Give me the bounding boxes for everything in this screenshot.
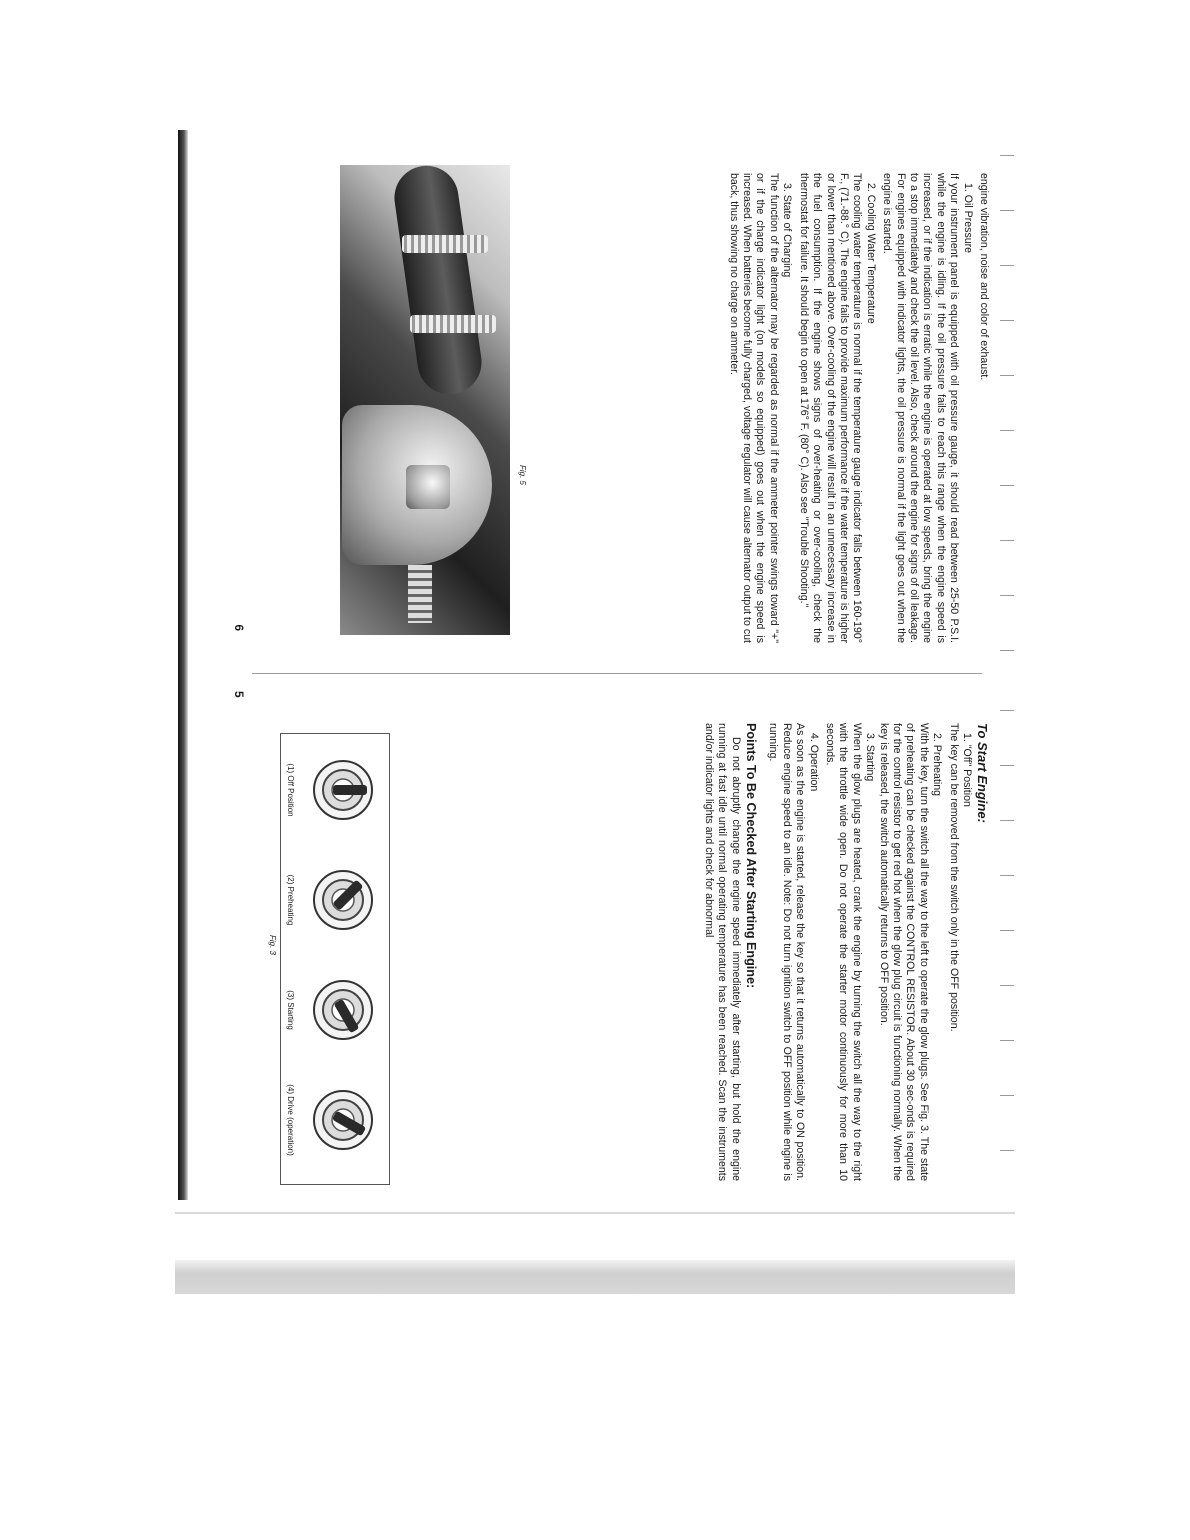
margin-tick [1000, 1095, 1014, 1096]
margin-tick [1000, 430, 1014, 431]
operation-heading: 4. Operation [807, 733, 820, 792]
margin-tick [1000, 985, 1014, 986]
manual-spread [230, 145, 990, 1185]
margin-tick [1000, 765, 1014, 766]
scan-grey-band [175, 1260, 1015, 1294]
margin-tick [1000, 595, 1014, 596]
sensor-nut-shape [406, 465, 450, 509]
switch-off-position [286, 758, 375, 822]
hose-clamp-icon [410, 315, 496, 333]
page-number-6: 6 [232, 624, 246, 631]
margin-tick [1000, 375, 1014, 376]
ignition-switch-icon [311, 978, 375, 1042]
page-5 [230, 685, 990, 1185]
switch-label: (4) Drive (operation) [286, 1084, 295, 1156]
fig-5-photo [340, 165, 510, 635]
fig-5-caption: Fig. 5 [518, 465, 527, 486]
page-6-column [726, 173, 990, 643]
sensor-thread-shape [408, 565, 432, 623]
page-5-column [702, 723, 990, 1181]
starting-text: When the glow plugs are heated, crank the engine by turning the switch all the way to the right with the throttle wide open. Do not operate the starter motor continuously for more than 10 seconds. [823, 723, 863, 1181]
off-position-heading: 1. "Off" Position [961, 733, 973, 807]
margin-tick [1000, 930, 1014, 931]
oil-pressure-heading: 1. Oil Pressure [961, 183, 974, 254]
margin-tick [1000, 485, 1014, 486]
charging-heading: 3. State of Charging [781, 183, 794, 278]
preheating-heading: 2. Preheating [931, 733, 944, 797]
switch-starting [286, 978, 375, 1042]
cooling-water-text: The cooling water temperature is normal if the temperature gauge indicator falls between 160-190° F., (71.-88.° C). The engine fails to provide maximum performance if the water temperature is higher or lower than mentioned above. Over-cooling of the engine will result in an unnecessary increase in the fuel consumption. If the engine shows signs of over-heating or over-cooling, check the thermostat for failure. It should begin to open at 176° F. (80° C). Also see "Trouble Shooting." [797, 173, 864, 643]
margin-tick [1000, 540, 1014, 541]
charging-text: The function of the alternator may be regarded as normal if the ammeter pointer swings toward "+" or if the charge indicator light (on models so equipped) goes out when the engine speed is increased. When batteries become fully charged, voltage regulator will cause alternator output to cut back, thus showing no charge on ammeter. [727, 173, 780, 643]
page-6 [230, 145, 990, 645]
off-position-text: The key can be removed from the switch only in the OFF position. [947, 723, 960, 1032]
fig-3-figure [280, 733, 390, 1185]
margin-tick [1000, 710, 1014, 711]
starting-heading: 3. Starting [864, 733, 877, 782]
switch-drive [286, 1084, 375, 1156]
checks-text: Do not abruptly change the engine speed immediately after starting, but hold the engine running at fast idle until normal operating temperature has been reached. Scan the instruments and/or indicator lights and check for abnormal [703, 723, 742, 1181]
fig-3-caption: Fig. 3 [268, 935, 277, 956]
margin-tick [1000, 1040, 1014, 1041]
scan-edge-line [175, 1212, 1015, 1214]
ignition-switch-icon [311, 1088, 375, 1152]
cooling-water-heading: 2. Cooling Water Temperature [864, 183, 877, 324]
checks-title: Points To Be Checked After Starting Engine: [743, 723, 758, 989]
switch-label: (2) Preheating [286, 874, 295, 926]
page-number-5: 5 [232, 691, 246, 698]
start-engine-title: To Start Engine: [975, 723, 990, 823]
margin-tick [1000, 650, 1014, 651]
preheating-text: With the key, turn the switch all the way to the left to operate the glow plugs. See Fig. 3. The state of preheating can be checked against the CONTROL RESISTOR. About 30 sec-onds is required for the control resistor to get red hot when the glow plug circuit is functioning normally. When the key is released, the switch automatically returns to OFF position. [877, 723, 930, 1181]
hose-clamp-icon [402, 235, 488, 253]
operation-text: As soon as the engine is started, release the key so that it returns automatically to ON position. Reduce engine speed to an idle. Note: Do not turn ignition switch to OFF position while engine is running. [767, 723, 807, 1181]
margin-tick [1000, 820, 1014, 821]
margin-tick [1000, 265, 1014, 266]
ignition-switch-icon [311, 758, 375, 822]
switch-preheating [286, 868, 375, 932]
oil-pressure-text: If your instrument panel is equipped with oil pressure gauge, it should read between 25-50 P.S.I. while the engine is idling. If the oil pressure fails to reach this range when the engine speed is increased, or if the indication is erratic while the engine is operated at low speeds, bring the engine to a stop immediately and check the oil level. Also, check around the engine for signs of oil leakage. For engines equipped with indicator lights, the oil pressure is normal if the light goes out when the engine is started. [881, 173, 961, 643]
switch-label: (1) Off Position [286, 763, 295, 817]
margin-tick [1000, 875, 1014, 876]
margin-tick [1000, 155, 1014, 156]
margin-tick [1000, 210, 1014, 211]
hose-shape [390, 165, 485, 398]
ignition-switch-icon [311, 868, 375, 932]
margin-tick [1000, 1150, 1014, 1151]
lead-text: engine vibration, noise and color of exhaust. [978, 173, 990, 381]
scan-shadow [178, 130, 188, 1200]
margin-tick [1000, 320, 1014, 321]
switch-label: (3) Starting [286, 990, 295, 1030]
